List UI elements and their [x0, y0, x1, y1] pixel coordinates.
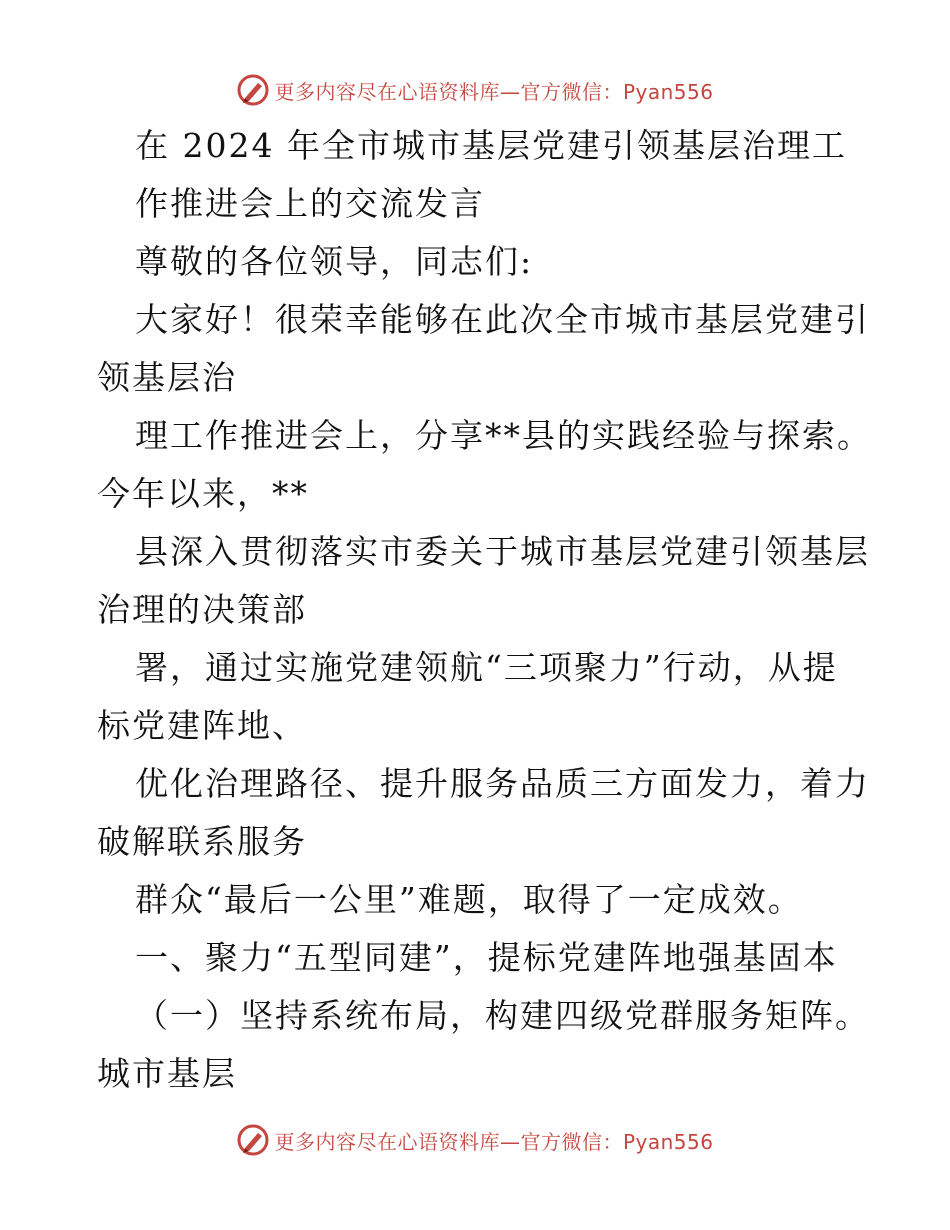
paragraph-line: 治理的决策部 [97, 590, 307, 629]
paragraph-line: 理工作推进会上，分享**县的实践经验与探索。 [135, 416, 872, 455]
paragraph-line: 大家好！很荣幸能够在此次全市城市基层党建引 [135, 300, 870, 339]
paragraph-line: 破解联系服务 [97, 822, 307, 861]
salutation: 尊敬的各位领导，同志们: [135, 242, 534, 281]
paragraph-line: 群众“最后一公里”难题，取得了一定成效。 [135, 880, 803, 919]
title-line-1: 在 2024 年全市城市基层党建引领基层治理工 [135, 126, 847, 165]
pen-logo-icon [236, 1123, 270, 1157]
paragraph-line: 优化治理路径、提升服务品质三方面发力，着力 [135, 764, 870, 803]
paragraph-line: 县深入贯彻落实市委关于城市基层党建引领基层 [135, 532, 870, 571]
header-banner [0, 70, 950, 110]
paragraph-line: 领基层治 [97, 358, 237, 397]
banner-text: 更多内容尽在心语资料库—官方微信：Pyan556 [274, 1129, 714, 1154]
paragraph-line: 城市基层 [97, 1054, 237, 1093]
subsection-heading: （一）坚持系统布局，构建四级党群服务矩阵。 [135, 996, 870, 1035]
section-heading: 一、聚力“五型同建”，提标党建阵地强基固本 [135, 938, 838, 977]
title-line-2: 作推进会上的交流发言 [135, 184, 485, 223]
banner-text: 更多内容尽在心语资料库—官方微信：Pyan556 [274, 79, 714, 104]
pen-logo-icon [236, 73, 270, 107]
paragraph-line: 标党建阵地、 [97, 706, 307, 745]
paragraph-line: 署，通过实施党建领航“三项聚力”行动，从提 [135, 648, 838, 687]
footer-banner [0, 1120, 950, 1160]
paragraph-line: 今年以来，** [97, 474, 309, 513]
